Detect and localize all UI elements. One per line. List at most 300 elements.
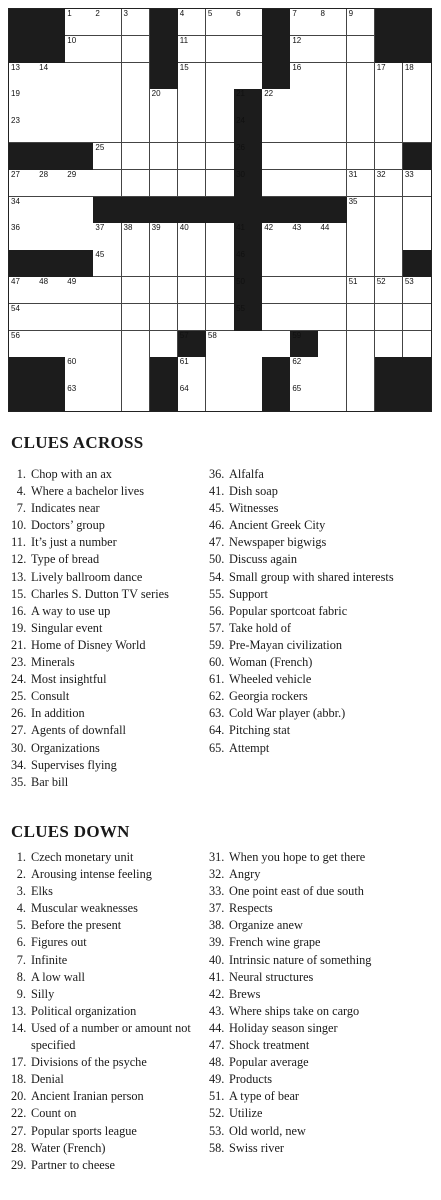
grid-cell[interactable]	[262, 116, 291, 143]
grid-cell[interactable]	[375, 170, 404, 197]
grid-cell[interactable]	[206, 357, 235, 384]
grid-cell[interactable]	[262, 223, 291, 250]
clue-text: Attempt	[229, 740, 270, 755]
cell-number: 5	[207, 9, 213, 18]
grid-cell[interactable]	[290, 304, 319, 331]
grid-block	[234, 170, 263, 197]
clue-text: Where ships take on cargo	[229, 1003, 360, 1018]
grid-cell[interactable]	[206, 116, 235, 143]
grid-cell[interactable]	[150, 304, 179, 331]
grid-cell[interactable]	[9, 89, 38, 116]
clue-number: 56.	[209, 603, 225, 618]
cell-number: 56	[11, 330, 20, 340]
grid-cell[interactable]	[65, 197, 94, 224]
grid-cell[interactable]	[318, 250, 347, 277]
clue-item	[209, 483, 394, 500]
cell-number: 11	[179, 35, 189, 45]
grid-cell[interactable]	[150, 116, 179, 143]
grid-block	[290, 197, 319, 224]
grid-block	[178, 331, 207, 358]
grid-cell[interactable]	[403, 89, 431, 116]
cell-number: 47	[11, 277, 20, 286]
clue-text: Intrinsic nature of something	[229, 952, 372, 967]
grid-cell[interactable]	[37, 331, 66, 358]
grid-cell[interactable]	[37, 89, 66, 116]
grid-cell[interactable]	[347, 331, 376, 358]
grid-block	[206, 197, 235, 224]
clues-across-left-column	[11, 466, 169, 791]
grid-cell[interactable]	[375, 116, 404, 143]
grid-cell[interactable]	[262, 277, 291, 304]
cell-number: 19	[11, 89, 20, 99]
clue-number: 63.	[209, 706, 225, 721]
grid-cell[interactable]	[9, 197, 38, 224]
grid-cell[interactable]	[290, 63, 319, 90]
clue-number: 54.	[209, 569, 225, 584]
grid-cell[interactable]	[93, 384, 122, 411]
grid-cell[interactable]	[234, 9, 263, 36]
cell-number: 32	[376, 169, 386, 179]
grid-cell[interactable]	[290, 223, 319, 250]
grid-cell[interactable]	[206, 9, 235, 36]
grid-cell[interactable]	[150, 170, 179, 197]
grid-cell[interactable]	[178, 89, 207, 116]
grid-cell[interactable]	[347, 170, 376, 197]
grid-cell[interactable]	[318, 170, 347, 197]
clue-item	[209, 1054, 371, 1071]
clue-number: 64.	[209, 723, 225, 738]
grid-cell[interactable]	[206, 331, 235, 358]
grid-cell[interactable]	[93, 250, 122, 277]
grid-cell[interactable]	[290, 277, 319, 304]
clue-text: Lively ballroom dance	[31, 569, 143, 584]
grid-cell[interactable]	[206, 384, 235, 411]
grid-cell[interactable]	[65, 304, 94, 331]
grid-cell[interactable]	[290, 116, 319, 143]
grid-cell[interactable]	[178, 304, 207, 331]
grid-cell[interactable]	[122, 36, 151, 63]
clue-item	[11, 586, 169, 603]
grid-cell[interactable]	[318, 89, 347, 116]
grid-cell[interactable]	[403, 331, 431, 358]
clue-number: 37.	[209, 901, 225, 916]
grid-cell[interactable]	[262, 89, 291, 116]
clue-item	[209, 722, 394, 739]
grid-cell[interactable]	[347, 384, 376, 411]
clue-item	[11, 688, 169, 705]
grid-cell[interactable]	[65, 63, 94, 90]
grid-block	[375, 357, 404, 384]
clue-number: 7.	[16, 501, 26, 516]
grid-cell[interactable]	[347, 197, 376, 224]
grid-cell[interactable]	[290, 9, 319, 36]
grid-cell[interactable]	[178, 170, 207, 197]
cell-number: 23	[11, 116, 20, 126]
grid-cell[interactable]	[150, 89, 179, 116]
grid-cell[interactable]	[150, 143, 179, 170]
grid-cell[interactable]	[65, 9, 94, 36]
grid-block	[234, 223, 263, 250]
grid-cell[interactable]	[290, 170, 319, 197]
clue-number: 2.	[16, 867, 26, 882]
grid-cell[interactable]	[93, 9, 122, 36]
clue-number: 10.	[11, 518, 27, 533]
grid-cell[interactable]	[65, 331, 94, 358]
cell-number: 21	[236, 89, 245, 99]
grid-cell[interactable]	[403, 63, 431, 90]
grid-cell[interactable]	[178, 250, 207, 277]
cell-number: 64	[179, 384, 189, 394]
clue-text: Home of Disney World	[31, 637, 146, 652]
clue-number: 21.	[11, 637, 27, 652]
grid-block	[375, 9, 404, 36]
grid-cell[interactable]	[65, 357, 94, 384]
grid-cell[interactable]	[403, 170, 431, 197]
clue-number: 16.	[11, 603, 27, 618]
clue-item	[11, 952, 201, 969]
grid-cell[interactable]	[375, 250, 404, 277]
clue-text: Popular sportcoat fabric	[229, 603, 348, 618]
clue-item	[209, 1105, 371, 1122]
grid-cell[interactable]	[122, 89, 151, 116]
grid-cell[interactable]	[318, 36, 347, 63]
grid-cell[interactable]	[206, 89, 235, 116]
grid-cell[interactable]	[403, 197, 431, 224]
cell-number: 10	[67, 35, 77, 45]
clue-item	[209, 1020, 371, 1037]
grid-cell[interactable]	[375, 223, 404, 250]
cell-number: 44	[320, 223, 330, 233]
clue-item	[209, 952, 371, 969]
clue-text: When you hope to get there	[229, 850, 366, 864]
grid-cell[interactable]	[122, 277, 151, 304]
grid-cell[interactable]	[150, 331, 179, 358]
grid-cell[interactable]	[206, 250, 235, 277]
grid-cell[interactable]	[178, 384, 207, 411]
clue-text: Pre-Mayan civilization	[229, 637, 343, 652]
grid-cell[interactable]	[37, 277, 66, 304]
grid-cell[interactable]	[403, 304, 431, 331]
cell-number: 12	[292, 35, 302, 45]
grid-cell[interactable]	[93, 223, 122, 250]
clue-text: Woman (French)	[229, 655, 313, 670]
grid-cell[interactable]	[122, 331, 151, 358]
grid-cell[interactable]	[93, 304, 122, 331]
grid-cell[interactable]	[403, 223, 431, 250]
grid-cell[interactable]	[375, 63, 404, 90]
clue-item	[11, 1123, 201, 1140]
grid-cell[interactable]	[93, 36, 122, 63]
clue-item	[209, 500, 394, 517]
clue-text: Chop with an ax	[31, 467, 112, 481]
clue-number: 36.	[209, 467, 225, 481]
grid-block	[9, 250, 38, 277]
clue-text: Doctors’ group	[31, 518, 105, 533]
clue-text: Infinite	[31, 952, 68, 967]
grid-cell[interactable]	[178, 357, 207, 384]
clue-item	[209, 671, 394, 688]
grid-cell[interactable]	[150, 277, 179, 304]
grid-cell[interactable]	[290, 250, 319, 277]
clue-item	[11, 1054, 201, 1071]
clue-text: Czech monetary unit	[31, 850, 134, 864]
grid-cell[interactable]	[347, 9, 376, 36]
grid-block	[234, 143, 263, 170]
grid-cell[interactable]	[318, 331, 347, 358]
grid-cell[interactable]	[178, 143, 207, 170]
clue-item	[11, 1020, 201, 1054]
clue-text: Brews	[229, 986, 261, 1001]
grid-cell[interactable]	[93, 143, 122, 170]
grid-cell[interactable]	[347, 36, 376, 63]
cell-number: 43	[292, 223, 302, 233]
grid-cell[interactable]	[318, 143, 347, 170]
clue-text: Indicates near	[31, 501, 100, 516]
clue-item	[209, 849, 371, 866]
clue-number: 60.	[209, 655, 225, 670]
cell-number: 39	[151, 223, 161, 233]
grid-cell[interactable]	[93, 63, 122, 90]
grid-cell[interactable]	[318, 277, 347, 304]
grid-cell[interactable]	[375, 304, 404, 331]
clue-item	[11, 757, 169, 774]
grid-cell[interactable]	[290, 384, 319, 411]
clue-item	[11, 849, 201, 866]
clue-text: Organize anew	[229, 918, 303, 933]
grid-cell[interactable]	[9, 63, 38, 90]
clue-number: 45.	[209, 501, 225, 516]
grid-cell[interactable]	[375, 197, 404, 224]
grid-cell[interactable]	[122, 170, 151, 197]
grid-cell[interactable]	[206, 63, 235, 90]
grid-block	[37, 250, 66, 277]
cell-number: 20	[151, 89, 161, 99]
cell-number: 7	[292, 9, 297, 18]
grid-block	[37, 9, 66, 36]
clue-text: Singular event	[31, 620, 103, 635]
grid-cell[interactable]	[262, 331, 291, 358]
grid-cell[interactable]	[93, 277, 122, 304]
grid-block	[403, 384, 431, 411]
grid-cell[interactable]	[9, 277, 38, 304]
clue-item	[209, 1003, 371, 1020]
grid-cell[interactable]	[375, 89, 404, 116]
grid-cell[interactable]	[65, 89, 94, 116]
clue-number: 47.	[209, 535, 225, 550]
grid-block	[375, 384, 404, 411]
grid-cell[interactable]	[93, 89, 122, 116]
cell-number: 1	[67, 9, 72, 18]
grid-cell[interactable]	[347, 63, 376, 90]
grid-cell[interactable]	[347, 223, 376, 250]
cell-number: 30	[236, 169, 245, 179]
grid-cell[interactable]	[234, 63, 263, 90]
cell-number: 65	[292, 384, 302, 394]
grid-cell[interactable]	[37, 116, 66, 143]
grid-cell[interactable]	[178, 9, 207, 36]
clues-down-right-column	[209, 849, 371, 1157]
grid-cell[interactable]	[347, 277, 376, 304]
grid-cell[interactable]	[122, 304, 151, 331]
clue-text: Count on	[31, 1106, 77, 1121]
cell-number: 57	[179, 330, 189, 340]
clue-number: 27.	[11, 723, 27, 738]
grid-cell[interactable]	[206, 170, 235, 197]
grid-cell[interactable]	[65, 384, 94, 411]
grid-cell[interactable]	[9, 170, 38, 197]
clue-item	[209, 620, 394, 637]
grid-cell[interactable]	[403, 116, 431, 143]
cell-number: 51	[348, 277, 358, 286]
clue-item	[11, 534, 169, 551]
clue-item	[209, 986, 371, 1003]
grid-cell[interactable]	[375, 331, 404, 358]
grid-cell[interactable]	[375, 277, 404, 304]
grid-cell[interactable]	[206, 36, 235, 63]
clue-item	[11, 774, 169, 791]
grid-cell[interactable]	[65, 116, 94, 143]
cell-number: 29	[67, 169, 77, 179]
grid-cell[interactable]	[262, 304, 291, 331]
grid-cell[interactable]	[347, 250, 376, 277]
grid-cell[interactable]	[347, 143, 376, 170]
grid-cell[interactable]	[93, 170, 122, 197]
clue-text: A low wall	[31, 969, 85, 984]
clue-number: 12.	[11, 552, 27, 567]
grid-cell[interactable]	[234, 384, 263, 411]
clue-text: Alfalfa	[229, 467, 264, 481]
grid-block	[150, 63, 179, 90]
cell-number: 22	[264, 89, 274, 99]
grid-cell[interactable]	[37, 63, 66, 90]
grid-cell[interactable]	[318, 9, 347, 36]
grid-cell[interactable]	[234, 331, 263, 358]
grid-cell[interactable]	[37, 170, 66, 197]
grid-cell[interactable]	[262, 143, 291, 170]
cell-number: 8	[320, 9, 325, 18]
grid-block	[234, 277, 263, 304]
clue-item	[11, 517, 169, 534]
clue-number: 22.	[11, 1106, 27, 1121]
grid-cell[interactable]	[37, 304, 66, 331]
grid-cell[interactable]	[318, 384, 347, 411]
grid-cell[interactable]	[290, 357, 319, 384]
grid-cell[interactable]	[93, 116, 122, 143]
grid-cell[interactable]	[318, 304, 347, 331]
grid-cell[interactable]	[206, 143, 235, 170]
clue-item	[11, 1088, 201, 1105]
grid-cell[interactable]	[9, 116, 38, 143]
grid-cell[interactable]	[150, 223, 179, 250]
grid-cell[interactable]	[403, 277, 431, 304]
grid-cell[interactable]	[65, 223, 94, 250]
clue-item	[11, 1157, 201, 1174]
grid-cell[interactable]	[9, 223, 38, 250]
grid-cell[interactable]	[9, 331, 38, 358]
grid-cell[interactable]	[122, 63, 151, 90]
grid-cell[interactable]	[206, 304, 235, 331]
grid-block	[178, 197, 207, 224]
clue-text: Used of a number or amount not specified	[31, 1020, 191, 1053]
grid-cell[interactable]	[122, 116, 151, 143]
grid-cell[interactable]	[347, 304, 376, 331]
clue-item	[11, 569, 169, 586]
clue-number: 4.	[16, 901, 26, 916]
grid-cell[interactable]	[93, 331, 122, 358]
grid-cell[interactable]	[178, 116, 207, 143]
grid-cell[interactable]	[178, 277, 207, 304]
grid-cell[interactable]	[122, 250, 151, 277]
grid-cell[interactable]	[290, 36, 319, 63]
cell-number: 55	[236, 303, 245, 313]
clue-item	[11, 500, 169, 517]
clue-number: 7.	[16, 952, 26, 967]
grid-cell[interactable]	[9, 304, 38, 331]
cell-number: 35	[348, 196, 358, 206]
clue-text: Utilize	[229, 1106, 263, 1121]
grid-cell[interactable]	[347, 357, 376, 384]
clue-number: 25.	[11, 689, 27, 704]
grid-cell[interactable]	[178, 223, 207, 250]
grid-cell[interactable]	[150, 250, 179, 277]
grid-cell[interactable]	[65, 277, 94, 304]
grid-block	[375, 36, 404, 63]
grid-cell[interactable]	[122, 9, 151, 36]
cell-number: 54	[11, 303, 20, 313]
grid-cell[interactable]	[37, 223, 66, 250]
clue-number: 61.	[209, 672, 225, 687]
grid-cell[interactable]	[318, 63, 347, 90]
grid-cell[interactable]	[262, 170, 291, 197]
grid-cell[interactable]	[122, 384, 151, 411]
grid-block	[318, 197, 347, 224]
grid-cell[interactable]	[122, 223, 151, 250]
grid-cell[interactable]	[290, 143, 319, 170]
grid-cell[interactable]	[65, 36, 94, 63]
clue-item	[11, 620, 169, 637]
grid-cell[interactable]	[290, 89, 319, 116]
grid-cell[interactable]	[122, 143, 151, 170]
grid-cell[interactable]	[206, 277, 235, 304]
clue-text: Denial	[31, 1072, 64, 1087]
clue-item	[11, 551, 169, 568]
grid-block	[262, 357, 291, 384]
cell-number: 16	[292, 62, 302, 72]
cell-number: 41	[236, 223, 245, 233]
grid-cell[interactable]	[234, 357, 263, 384]
grid-cell[interactable]	[347, 116, 376, 143]
grid-cell[interactable]	[65, 170, 94, 197]
grid-cell[interactable]	[318, 357, 347, 384]
grid-cell[interactable]	[234, 36, 263, 63]
grid-cell[interactable]	[206, 223, 235, 250]
grid-cell[interactable]	[93, 357, 122, 384]
clue-item	[209, 637, 394, 654]
grid-cell[interactable]	[318, 223, 347, 250]
grid-cell[interactable]	[122, 357, 151, 384]
grid-cell[interactable]	[347, 89, 376, 116]
grid-cell[interactable]	[318, 116, 347, 143]
grid-cell[interactable]	[375, 143, 404, 170]
grid-cell[interactable]	[178, 36, 207, 63]
grid-cell[interactable]	[262, 250, 291, 277]
clue-item	[11, 986, 201, 1003]
grid-cell[interactable]	[178, 63, 207, 90]
clue-text: Most insightful	[31, 672, 107, 687]
clue-text: Muscular weaknesses	[31, 901, 138, 916]
clue-number: 24.	[11, 672, 27, 687]
grid-cell[interactable]	[37, 197, 66, 224]
